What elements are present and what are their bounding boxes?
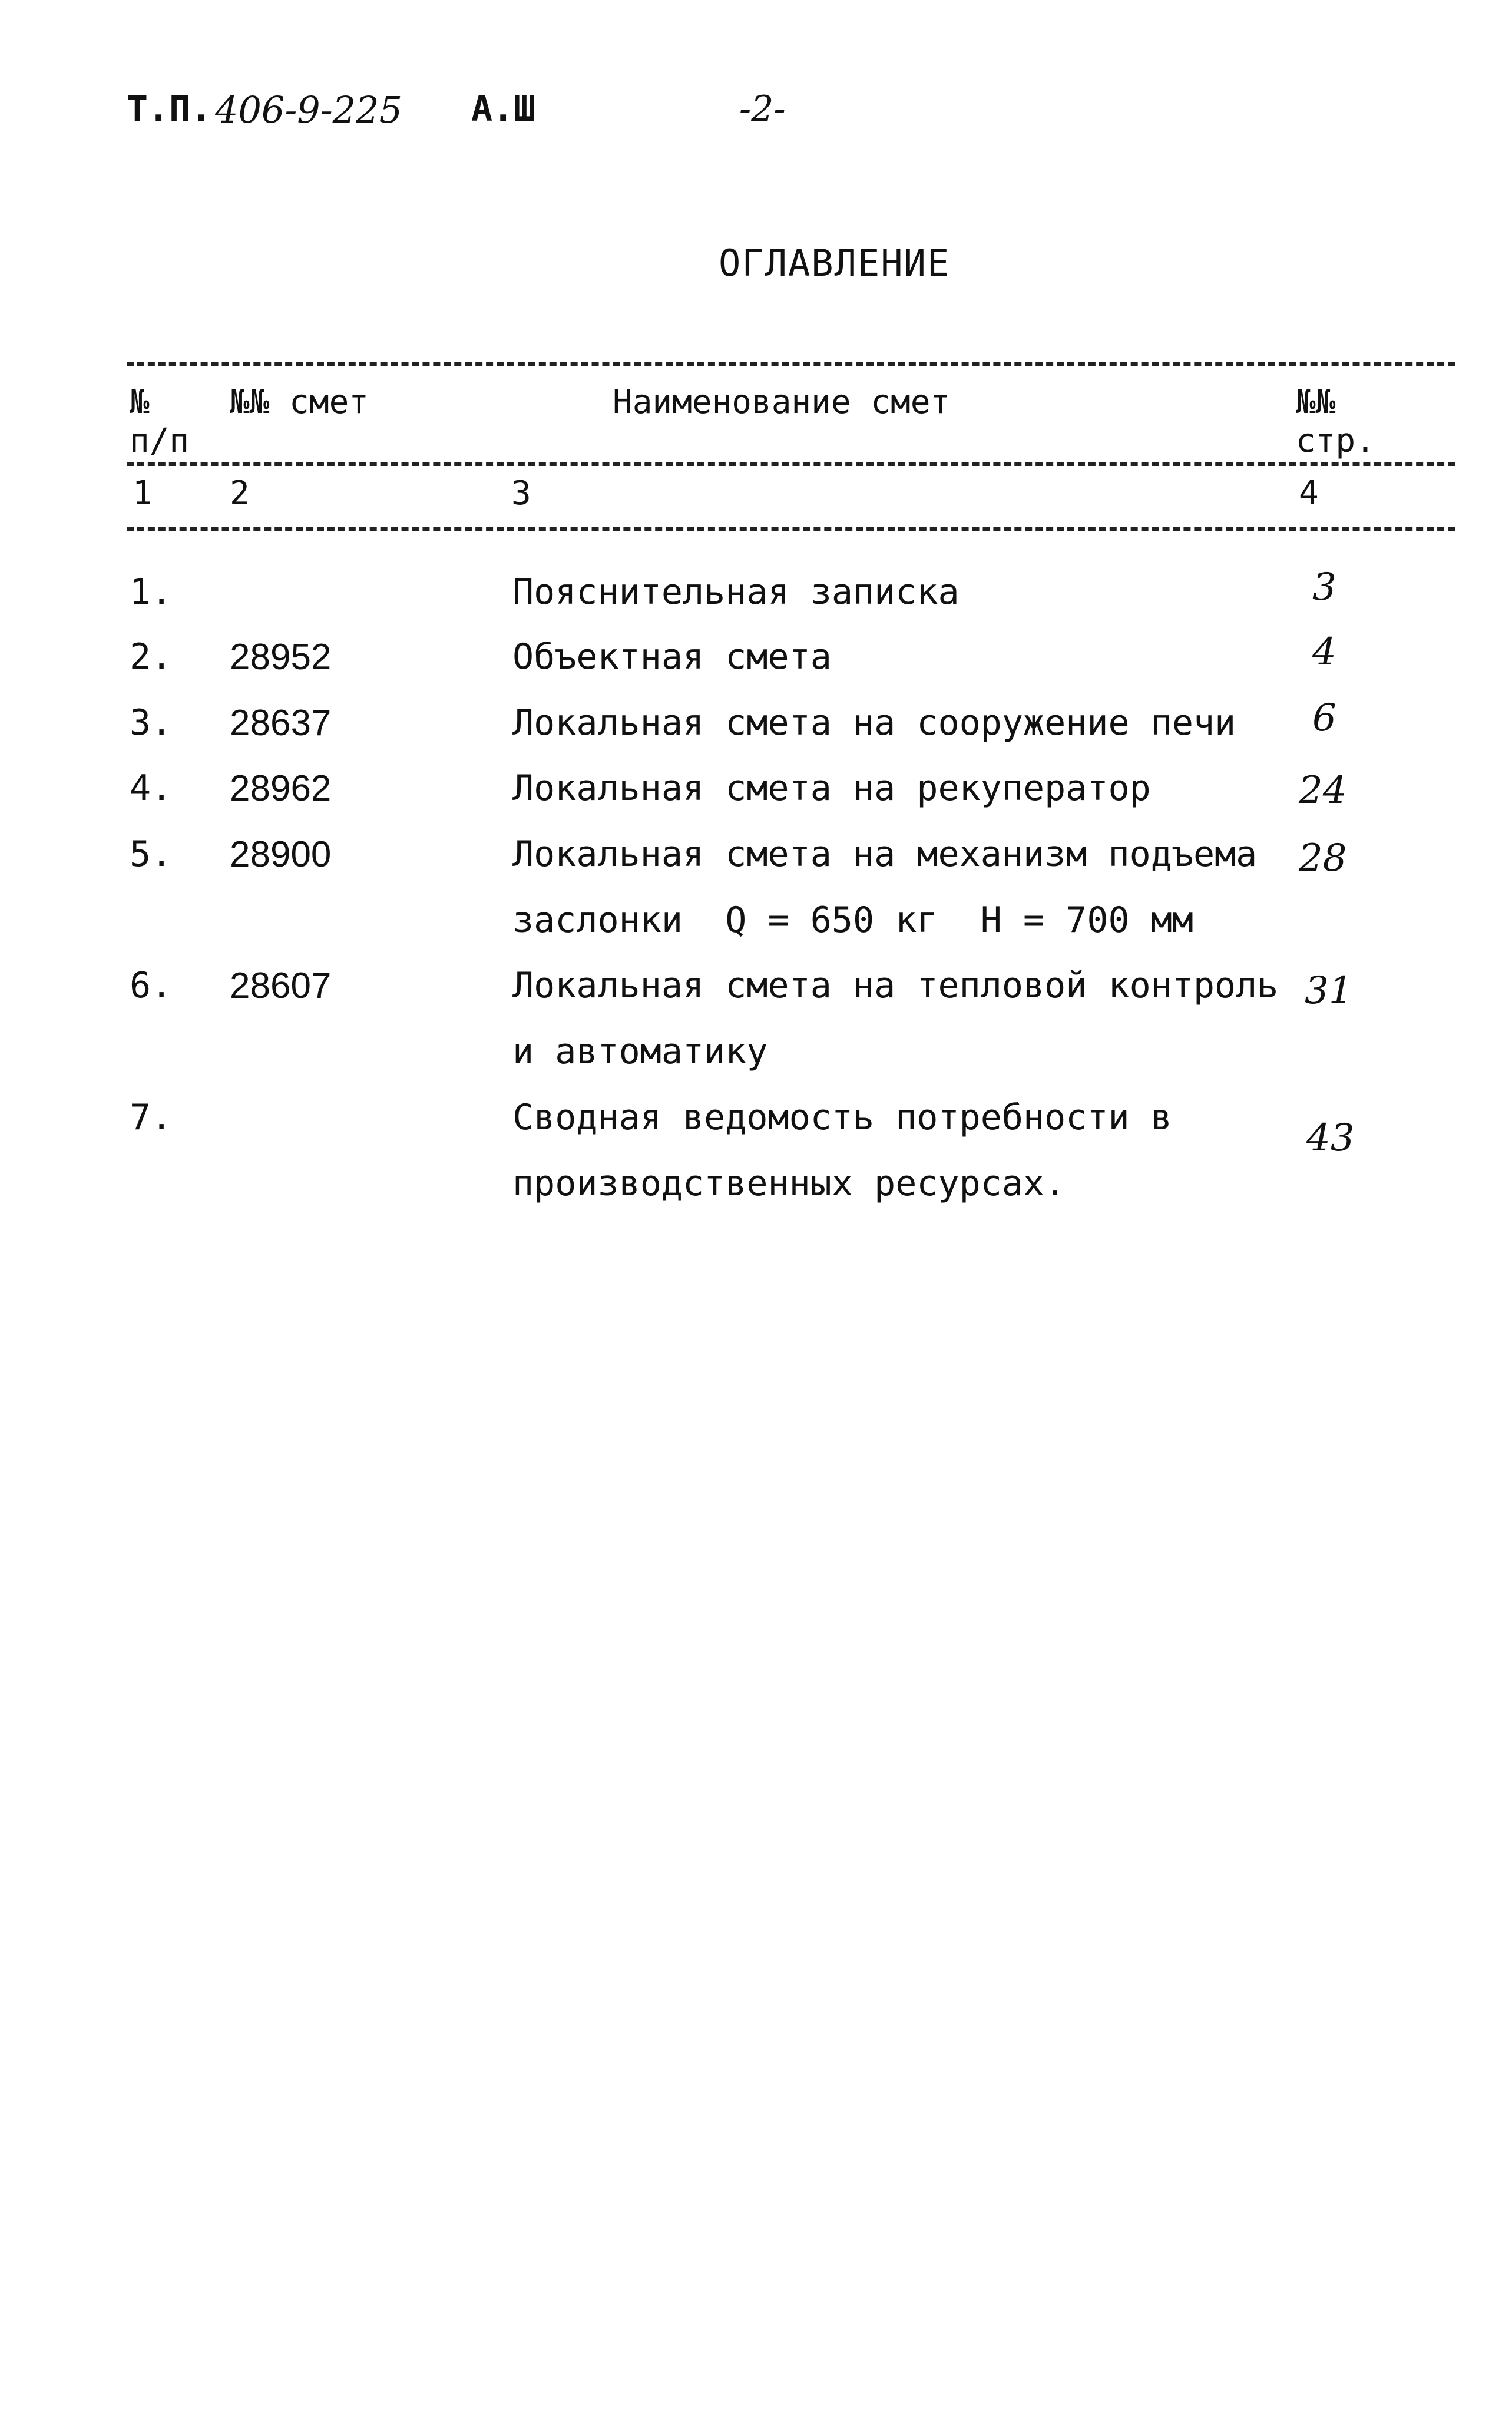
row-5-page: 28 [1299, 836, 1347, 880]
page-title: ОГЛАВЛЕНИЕ [719, 242, 951, 285]
column-number-2: 2 [230, 474, 250, 512]
row-4-estimate-number: 28962 [230, 768, 332, 809]
row-4-name: Локальная смета на рекуператор [512, 768, 1151, 809]
row-2-page: 4 [1312, 630, 1336, 674]
row-3-index: 3. [130, 702, 173, 743]
row-5-estimate-number: 28900 [230, 834, 332, 875]
row-2-index: 2. [130, 636, 173, 677]
document-code-prefix: Т.П. [127, 88, 212, 130]
row-6-page: 31 [1305, 969, 1353, 1013]
column-number-1: 1 [133, 474, 153, 512]
row-6-name-line-1: Локальная смета на тепловой контроль [512, 965, 1279, 1006]
row-5-index: 5. [130, 834, 173, 875]
column-header-index: № п/п [130, 383, 190, 460]
row-6-estimate-number: 28607 [230, 965, 332, 1006]
row-6-name-line-2: и автоматику [512, 1031, 768, 1072]
header-top-rule [127, 362, 1455, 366]
column-header-estimate-number: №№ смет [230, 383, 369, 421]
row-4-index: 4. [130, 768, 173, 809]
row-7-index: 7. [130, 1097, 173, 1138]
column-header-page: №№ стр. [1296, 383, 1375, 460]
row-7-page: 43 [1306, 1116, 1355, 1160]
row-3-page: 6 [1312, 696, 1336, 740]
row-1-name: Пояснительная записка [512, 571, 960, 613]
row-5-name-line-2: заслонки Q = 650 кг H = 700 мм [512, 900, 1193, 941]
row-2-estimate-number: 28952 [230, 637, 332, 677]
document-code-number: 406-9-225 [215, 88, 403, 131]
row-1-index: 1. [130, 571, 173, 613]
header-middle-rule [127, 462, 1455, 466]
row-7-name-line-2: производственных ресурсах. [512, 1163, 1066, 1204]
album-label: А.Ш [471, 88, 535, 130]
row-3-name: Локальная смета на сооружение печи [512, 702, 1236, 743]
column-number-3: 3 [511, 474, 531, 512]
header-bottom-rule [127, 527, 1455, 531]
row-2-name: Объектная смета [512, 636, 832, 677]
row-6-index: 6. [130, 965, 173, 1006]
column-number-4: 4 [1299, 474, 1319, 512]
row-4-page: 24 [1299, 769, 1347, 812]
row-7-name-line-1: Сводная ведомость потребности в [512, 1097, 1172, 1138]
row-3-estimate-number: 28637 [230, 703, 332, 743]
page-number: -2- [739, 88, 786, 130]
row-1-page: 3 [1312, 566, 1336, 609]
column-header-estimate-name: Наименование смет [613, 383, 951, 421]
row-5-name-line-1: Локальная смета на механизм подъема [512, 834, 1258, 875]
